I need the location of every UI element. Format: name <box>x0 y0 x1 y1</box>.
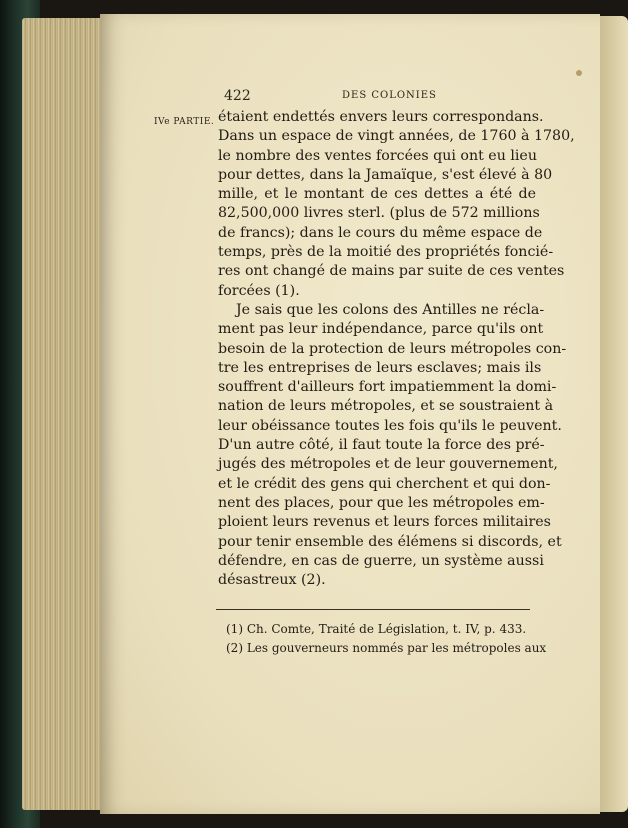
footnote-rule <box>216 609 530 610</box>
text-line: res ont changé de mains par suite de ces ventes <box>218 263 565 280</box>
page-header <box>224 88 536 104</box>
text-line: tre les entreprises de leurs esclaves; mais ils <box>218 359 542 376</box>
text-line: désastreux (2). <box>218 572 326 589</box>
text-line: jugés des métropoles et de leur gouvernement, <box>218 456 558 473</box>
text-line: mille, et le montant de ces dettes a été de <box>218 186 536 203</box>
text-line: ploient leurs revenus et leurs forces militaires <box>218 514 551 531</box>
paragraph-1 <box>218 108 575 301</box>
text-line: 82,500,000 livres sterl. (plus de 572 millions <box>218 205 540 222</box>
text-line: étaient endettés envers leurs correspondans. <box>218 109 544 125</box>
paper-stain <box>576 70 582 76</box>
body-text <box>218 108 575 590</box>
text-line: souffrent d'ailleurs fort impatiemment la domi- <box>218 379 557 396</box>
text-line: nent des places, pour que les métropoles em- <box>218 494 545 511</box>
text-line: le nombre des ventes forcées qui ont eu lieu <box>218 147 537 164</box>
text-line: nation de leurs métropoles, et se soustraient à <box>218 398 554 415</box>
paragraph-2 <box>218 301 567 590</box>
text-line: leur obéissance toutes les fois qu'ils le peuvent. <box>218 417 562 434</box>
text-line: défendre, en cas de guerre, un système aussi <box>218 552 544 569</box>
text-line: pour dettes, dans la Jamaïque, s'est élevé à 80 <box>218 166 553 183</box>
text-line: forcées (1). <box>218 282 300 299</box>
text-line: besoin de la protection de leurs métropoles con- <box>218 340 567 357</box>
text-line: D'un autre côté, il faut toute la force des pré- <box>218 437 545 454</box>
text-line: Je sais que les colons des Antilles ne récla- <box>236 301 545 318</box>
footnote-1: (1) Ch. Comte, Traité de Législation, t. IV, p. 433. <box>226 622 527 636</box>
footnotes <box>226 620 547 658</box>
text-line: pour tenir ensemble des élémens si discords, et <box>218 533 562 550</box>
page-number: 422 <box>224 88 251 104</box>
page-edges <box>22 18 106 810</box>
text-line: Dans un espace de vingt années, de 1760 à 1780, <box>218 128 575 145</box>
facing-page-edge <box>598 16 628 812</box>
text-line: ment pas leur indépendance, parce qu'ils ont <box>218 321 544 338</box>
running-head: DES COLONIES <box>342 90 437 101</box>
text-line: de francs); dans le cours du même espace de <box>218 224 543 241</box>
footnote-2: (2) Les gouverneurs nommés par les métropoles aux <box>226 641 547 655</box>
text-line: et le crédit des gens qui cherchent et qui don- <box>218 475 551 492</box>
margin-note: IVe PARTIE. <box>154 117 215 127</box>
text-line: temps, près de la moitié des propriétés foncié- <box>218 244 554 261</box>
